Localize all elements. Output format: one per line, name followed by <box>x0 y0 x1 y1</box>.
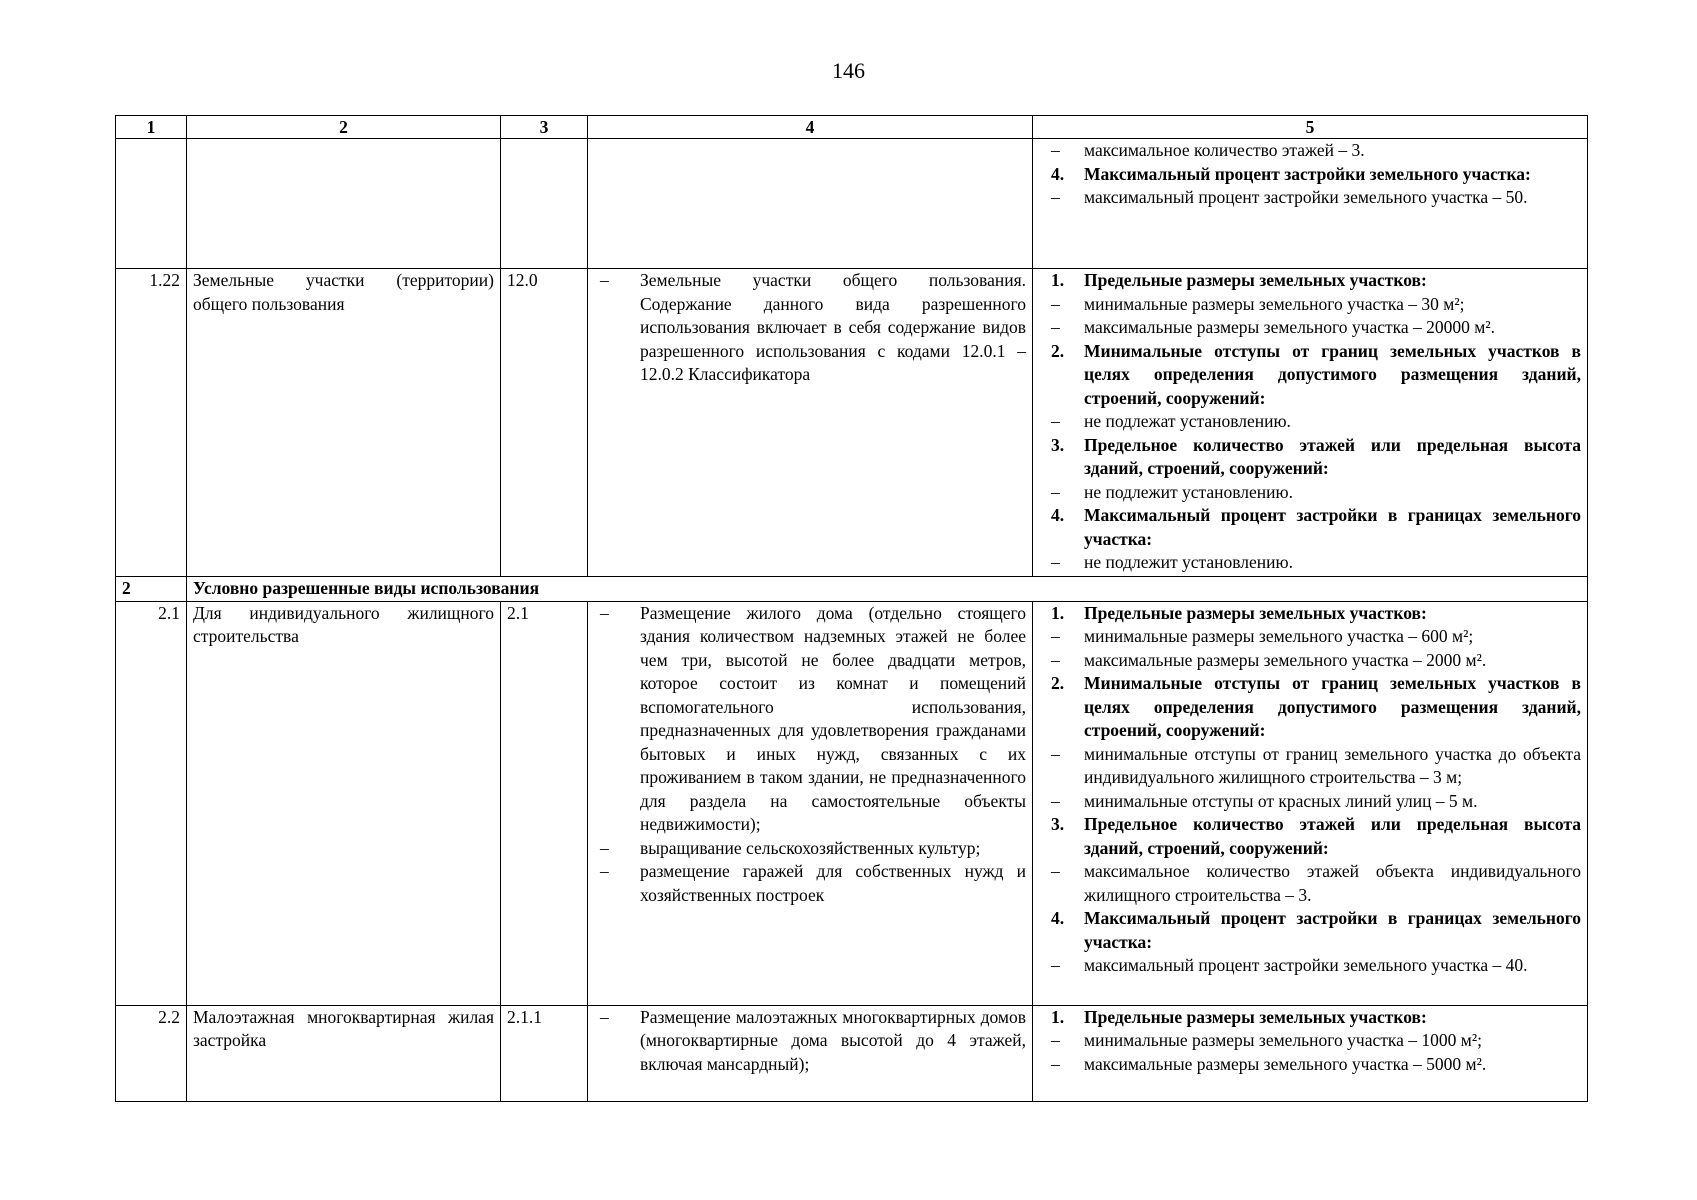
item-marker: 3. <box>1051 814 1065 834</box>
item-marker: 1. <box>1051 270 1065 290</box>
item-text: минимальные отступы от красных линий улиц – 5 м. <box>1084 790 1478 811</box>
parameter-item <box>1039 186 1581 210</box>
table-row <box>116 139 1588 269</box>
description-item: – Размещение малоэтажных многоквартирных домов (многоквартирные дома высотой до 4 этажей, включая мансардный); <box>594 1006 1026 1077</box>
table-row <box>116 601 1588 1005</box>
item-marker: – <box>1051 187 1060 207</box>
parameter-item <box>1039 410 1581 434</box>
use-description <box>588 1005 1033 1101</box>
parameter-item <box>1039 954 1581 978</box>
use-description <box>588 601 1033 1005</box>
item-text: не подлежит установлению. <box>1084 481 1293 502</box>
item-marker: 1. <box>1051 1006 1065 1027</box>
item-marker: – <box>1051 790 1060 811</box>
item-marker: – <box>1051 140 1060 160</box>
item-marker: – <box>1051 649 1060 670</box>
section-number: 2 <box>116 577 187 602</box>
parameters-cell <box>1033 1005 1588 1101</box>
classifier-code: 2.1.1 <box>501 1005 588 1101</box>
item-text: Минимальные отступы от границ земельных участков в целях определения допустимого размещения зданий, строений, сооружений: <box>1084 340 1581 408</box>
table-row <box>116 1005 1588 1101</box>
row-number <box>116 139 187 269</box>
parameter-heading <box>1039 813 1581 860</box>
classifier-code: 12.0 <box>501 269 588 577</box>
parameter-item <box>1039 481 1581 505</box>
classifier-code: 2.1 <box>501 601 588 1005</box>
item-text: не подлежит установлению. <box>1084 552 1293 572</box>
item-marker: 4. <box>1051 505 1065 525</box>
parameter-heading <box>1039 269 1581 293</box>
parameter-item <box>1039 625 1581 649</box>
parameter-item <box>1039 1029 1581 1053</box>
section-title: Условно разрешенные виды использования <box>187 577 1588 602</box>
item-text: минимальные размеры земельного участка – 600 м²; <box>1084 626 1474 646</box>
parameter-item <box>1039 860 1581 907</box>
parameter-item <box>1039 316 1581 340</box>
item-marker: – <box>1051 1030 1060 1050</box>
item-marker: – <box>1051 861 1060 881</box>
item-text: максимальные размеры земельного участка – 2000 м². <box>1084 649 1487 670</box>
use-description <box>588 139 1033 269</box>
page-number: 146 <box>832 58 865 83</box>
column-header: 2 <box>187 116 501 139</box>
item-marker: 4. <box>1051 908 1065 928</box>
classifier-code <box>501 139 588 269</box>
parameter-item <box>1039 551 1581 575</box>
description-list <box>594 1006 1026 1077</box>
item-text: максимальное количество этажей – 3. <box>1084 140 1365 160</box>
parameters-cell <box>1033 139 1588 269</box>
use-type-name <box>187 139 501 269</box>
item-text: Предельное количество этажей или предельная высота зданий, строений, сооружений: <box>1084 814 1581 858</box>
parameter-item <box>1039 293 1581 317</box>
row-number: 1.22 <box>116 269 187 577</box>
item-marker: 2. <box>1051 673 1065 693</box>
item-text: минимальные размеры земельного участка – 30 м²; <box>1084 293 1465 314</box>
regulations-table <box>115 115 1588 1102</box>
description-item: – Земельные участки общего пользования. Содержание данного вида разрешенного использования включает в себя содержание видов разрешенного использования с кодами 12.0.1 – 12.0.2 Классификатора <box>594 269 1026 387</box>
item-text: максимальное количество этажей объекта индивидуального жилищного строительства – 3. <box>1084 861 1581 905</box>
description-item: – размещение гаражей для собственных нужд и хозяйственных построек <box>594 860 1026 907</box>
item-text: не подлежат установлению. <box>1084 411 1291 431</box>
use-type-name: Земельные участки (территории) общего пользования <box>187 269 501 577</box>
parameter-heading <box>1039 340 1581 411</box>
item-text: Минимальные отступы от границ земельных участков в целях определения допустимого размещения зданий, строений, сооружений: <box>1084 673 1581 740</box>
use-type-name: Малоэтажная многоквартирная жилая застройка <box>187 1005 501 1101</box>
item-text: максимальный процент застройки земельного участка – 50. <box>1084 187 1528 207</box>
item-marker: 4. <box>1051 163 1065 184</box>
description-item: – Размещение жилого дома (отдельно стоящего здания количеством надземных этажей не более чем три, высотой не более двадцати метров, которое состоит из комнат и помещений вспомогательного использования, предназначенных для удовлетворения гражданами бытовых и иных нужд, связанных с их проживанием в таком здании, не предназначенного для раздела на самостоятельные объекты недвижимости); <box>594 602 1026 837</box>
item-text: максимальный процент застройки земельного участка – 40. <box>1084 955 1528 975</box>
item-marker: – <box>1051 626 1060 646</box>
parameter-heading <box>1039 1006 1581 1030</box>
parameter-item <box>1039 790 1581 814</box>
description-list <box>594 269 1026 387</box>
item-marker: – <box>1051 411 1060 431</box>
parameter-heading <box>1039 602 1581 626</box>
item-marker: 3. <box>1051 434 1065 455</box>
item-text: минимальные размеры земельного участка – 1000 м²; <box>1084 1030 1482 1050</box>
row-number: 2.1 <box>116 601 187 1005</box>
item-marker: – <box>1051 317 1060 337</box>
item-text: Предельные размеры земельных участков: <box>1084 602 1427 623</box>
item-text: Предельные размеры земельных участков: <box>1084 270 1427 290</box>
parameter-item <box>1039 743 1581 790</box>
parameter-heading <box>1039 434 1581 481</box>
parameters-cell <box>1033 601 1588 1005</box>
item-marker: 2. <box>1051 340 1065 361</box>
parameters-cell <box>1033 269 1588 577</box>
parameter-item <box>1039 139 1581 163</box>
item-text: минимальные отступы от границ земельного участка до объекта индивидуального жилищного строительства – 3 м; <box>1084 743 1581 787</box>
item-text: максимальные размеры земельного участка – 20000 м². <box>1084 317 1495 337</box>
item-text: Предельное количество этажей или предельная высота зданий, строений, сооружений: <box>1084 434 1581 478</box>
column-header: 1 <box>116 116 187 139</box>
use-description <box>588 269 1033 577</box>
description-item: – выращивание сельскохозяйственных культур; <box>594 837 1026 861</box>
item-text: Предельные размеры земельных участков: <box>1084 1006 1427 1027</box>
item-marker: 1. <box>1051 602 1065 623</box>
description-list <box>594 602 1026 908</box>
item-marker: – <box>1051 1053 1060 1074</box>
section-row <box>116 577 1588 602</box>
parameter-item <box>1039 1053 1581 1077</box>
parameter-heading <box>1039 907 1581 954</box>
item-marker: – <box>1051 481 1060 502</box>
item-text: максимальные размеры земельного участка – 5000 м². <box>1084 1053 1487 1074</box>
item-text: Максимальный процент застройки земельного участка: <box>1084 163 1531 184</box>
item-marker: – <box>1051 743 1060 764</box>
column-header: 5 <box>1033 116 1588 139</box>
row-number: 2.2 <box>116 1005 187 1101</box>
use-type-name: Для индивидуального жилищного строительства <box>187 601 501 1005</box>
item-marker: – <box>1051 293 1060 314</box>
parameter-heading <box>1039 504 1581 551</box>
parameter-item <box>1039 649 1581 673</box>
column-header: 4 <box>588 116 1033 139</box>
item-marker: – <box>1051 552 1060 572</box>
parameter-heading <box>1039 163 1581 187</box>
item-marker: – <box>1051 955 1060 975</box>
column-header: 3 <box>501 116 588 139</box>
table-row <box>116 269 1588 577</box>
item-text: Максимальный процент застройки в границах земельного участка: <box>1084 505 1581 549</box>
parameter-heading <box>1039 672 1581 743</box>
table-header-row <box>116 116 1588 139</box>
item-text: Максимальный процент застройки в границах земельного участка: <box>1084 908 1581 952</box>
